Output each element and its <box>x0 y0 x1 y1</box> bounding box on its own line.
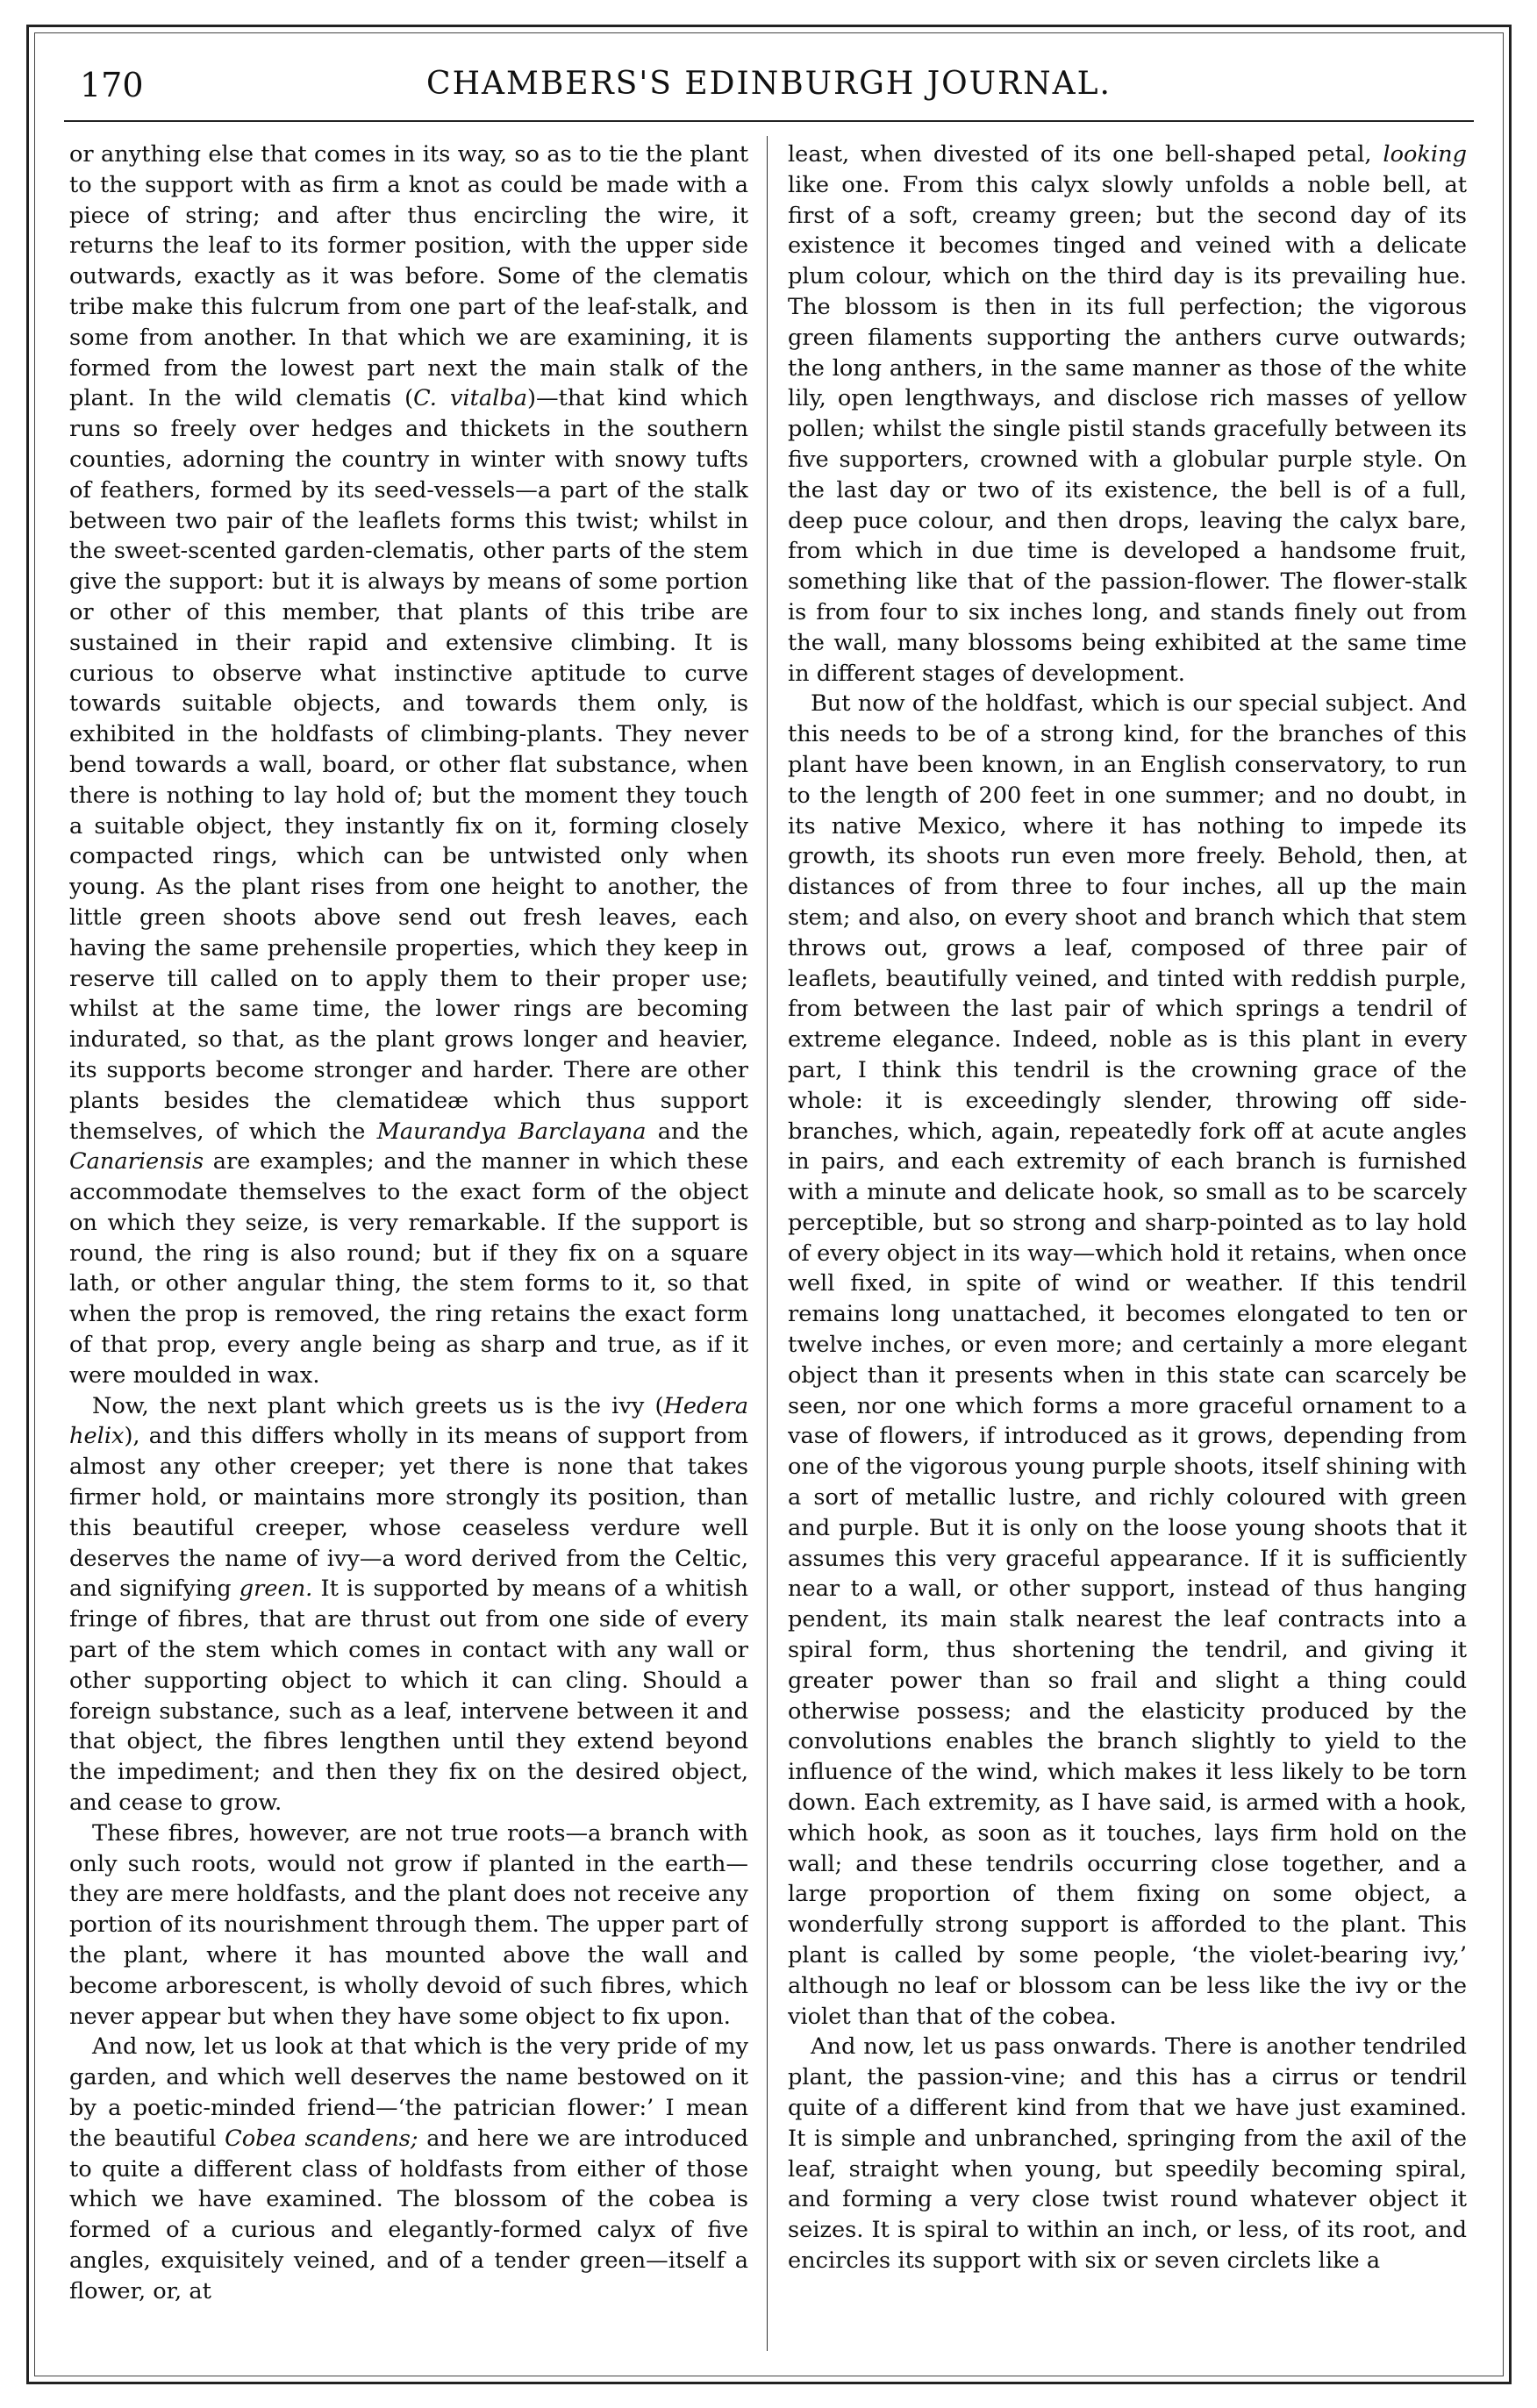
paragraph <box>69 1819 748 2033</box>
text-run: And now, let us look at that which is the very pride of my garden, and which well deserves the name bestowed on it by a poetic-minded friend—‘the patrician flower:’ I mean the beautiful <box>69 2033 748 2152</box>
text-run: And now, let us pass onwards. There is another tendriled plant, the passion-vine; and this has a cirrus or tendril quite of a different kind from that we have just examined. It is simple and unbranched, springing from the axil of the leaf, straight when young, but speedily becoming spiral, and forming a very close twist round whatever object it seizes. It is spiral to within an inch, or less, of its root, and encircles its support with six or seven circlets like a <box>788 2033 1467 2274</box>
text-run: and here we are introduced to quite a different class of holdfasts from either of those which we have examined. The blossom of the cobea is formed of a curious and elegantly-formed calyx of five angles, exquisitely veined, and of a tender green—itself a flower, or, at <box>69 2125 748 2304</box>
page-header <box>64 59 1474 122</box>
text-run: )—that kind which runs so freely over hedges and thickets in the southern counties, adorning the country in winter with snowy tufts of feathers, formed by its seed-vessels—a part of the stalk between two pair of the leaflets forms this twist; whilst in the sweet-scented garden-clematis, other parts of the stem give the support: but it is always by means of some portion or other of this member, that plants of this tribe are sustained in their rapid and extensive climbing. It is curious to observe what instinctive aptitude to curve towards suitable objects, and towards them only, is exhibited in the holdfasts of climbing-plants. They never bend towards a wall, board, or other flat substance, when there is nothing to lay hold of; but the moment they touch a suitable object, they instantly fix on it, forming closely compacted rings, which can be untwisted only when young. As the plant rises from one height to another, the little green shoots above send out fresh leaves, each having the same prehensile properties, which they keep in reserve till called on to apply them to their proper use; whilst at the same time, the lower rings are becoming indurated, so that, as the plant grows longer and heavier, its supports become stronger and harder. There are other plants besides the clematideæ which thus support themselves, of which the <box>69 385 748 1145</box>
left-column <box>69 139 748 2350</box>
column-divider <box>767 136 768 2351</box>
italic-text: Canariensis <box>69 1148 204 1175</box>
paragraph <box>69 2032 748 2306</box>
page-frame <box>26 25 1512 2384</box>
paragraph <box>788 2032 1467 2276</box>
text-run: Now, the next plant which greets us is the ivy ( <box>92 1392 664 1419</box>
italic-text: Maurandya Barclayana <box>376 1118 647 1145</box>
paragraph <box>69 1391 748 1819</box>
right-column <box>788 139 1467 2350</box>
text-run: It is supported by means of a whitish fringe of fibres, that are thrust out from one side of every part of the stem which comes in contact with any wall or other supporting object to which it can cling. Should a foreign substance, such as a leaf, intervene between it and that object, the fibres lengthen until they extend beyond the impediment; and then they fix on the desired object, and cease to grow. <box>69 1576 748 1817</box>
text-run: But now of the holdfast, which is our special subject. And this needs to be of a strong kind, for the branches of this plant have been known, in an English conservatory, to run to the length of 200 feet in one summer; and no doubt, in its native Mexico, where it has nothing to impede its growth, its shoots run even more freely. Behold, then, at distances of from three to four inches, all up the main stem; and also, on every shoot and branch which that stem throws out, grows a leaf, composed of three pair of leaflets, beautifully veined, and tinted with reddish purple, from between the last pair of which springs a tendril of extreme elegance. Indeed, noble as is this plant in every part, I think this tendril is the crowning grace of the whole: it is exceedingly slender, throwing off side-branches, which, again, repeatedly fork off at acute angles in pairs, and each extremity of each branch is furnished with a minute and delicate hook, so small as to be scarcely perceptible, but so strong and sharp-pointed as to lay hold of every object in its way—which hold it retains, when once well fixed, in spite of wind or weather. If this tendril remains long unattached, it becomes elongated to ten or twelve inches, or even more; and certainly a more elegant object than it presents when in this state can scarcely be seen, nor one which forms a more graceful ornament to a vase of flowers, if introduced as it grows, depending from one of the vigorous young purple shoots, itself shining with a sort of metallic lustre, and richly coloured with green and purple. But it is only on the loose young shoots that it assumes this very graceful appearance. If it is sufficiently near to a wall, or other support, instead of thus hanging pendent, its main stalk nearest the leaf contracts into a spiral form, thus shortening the tendril, and giving it greater power than so frail and slight a thing could otherwise possess; and the elasticity produced by the convolutions enables the branch slightly to yield to the influence of the wind, which makes it less likely to be torn down. Each extremity, as I have said, is armed with a hook, which hook, as soon as it touches, lays firm hold on the wall; and these tendrils occurring close together, and a large proportion of them fixing on some object, a wonderfully strong support is afforded to the plant. This plant is called by some people, ‘the violet-bearing ivy,’ although no leaf or blossom can be less like the ivy or the violet than that of the cobea. <box>788 690 1467 2030</box>
text-run: or anything else that comes in its way, so as to tie the plant to the support with as firm a knot as could be made with a piece of string; and after thus encircling the wire, it returns the leaf to its former position, with the upper side outwards, exactly as it was before. Some of the clematis tribe make this fulcrum from one part of the leaf-stalk, and some from another. In that which we are examining, it is formed from the lowest part next the main stalk of the plant. In the wild clematis ( <box>69 141 748 412</box>
paragraph <box>69 139 748 1391</box>
paragraph <box>788 689 1467 2032</box>
italic-text: Cobea scandens; <box>225 2125 418 2152</box>
italic-text: green. <box>239 1576 313 1603</box>
italic-text: looking <box>1383 141 1467 168</box>
text-run: and the <box>646 1118 748 1145</box>
text-run: least, when divested of its one bell-shaped petal, <box>788 141 1383 168</box>
page-number: 170 <box>80 66 144 104</box>
text-run: ), and this differs wholly in its means of support from almost any other creeper; yet there is none that takes firmer hold, or maintains more strongly its position, than this beautiful creeper, whose ceaseless verdure well deserves the name of ivy—a word derived from the Celtic, and signifying <box>69 1423 748 1603</box>
text-run: like one. From this calyx slowly unfolds a noble bell, at first of a soft, creamy green; but the second day of its existence it becomes tinged and veined with a delicate plum colour, which on the third day is its prevailing hue. The blossom is then in its full perfection; the vigorous green filaments supporting the anthers curve outwards; the long anthers, in the same manner as those of the white lily, open lengthways, and disclose rich masses of yellow pollen; whilst the single pistil stands gracefully between its five supporters, crowned with a globular purple style. On the last day or two of its existence, the bell is of a full, deep puce colour, and then drops, leaving the calyx bare, from which in due time is developed a handsome fruit, something like that of the passion-flower. The flower-stalk is from four to six inches long, and stands finely out from the wall, many blossoms being exhibited at the same time in different stages of development. <box>788 171 1467 687</box>
text-run: are examples; and the manner in which these accommodate themselves to the exact form of the object on which they seize, is very remarkable. If the support is round, the ring is also round; but if they fix on a square lath, or other angular thing, the stem forms to it, so that when the prop is removed, the ring retains the exact form of that prop, every angle being as sharp and true, as if it were moulded in wax. <box>69 1148 748 1389</box>
paragraph <box>788 139 1467 689</box>
italic-text: C. vitalba <box>413 385 527 412</box>
italic-text: Hedera helix <box>69 1392 748 1450</box>
text-run: These fibres, however, are not true roots—a branch with only such roots, would not grow if planted in the earth—they are mere holdfasts, and the plant does not receive any portion of its nourishment through them. The upper part of the plant, where it has mounted above the wall and become arborescent, is wholly devoid of such fibres, which never appear but when they have some object to fix upon. <box>69 1819 748 2030</box>
journal-title: CHAMBERS'S EDINBURGH JOURNAL. <box>426 66 1112 102</box>
